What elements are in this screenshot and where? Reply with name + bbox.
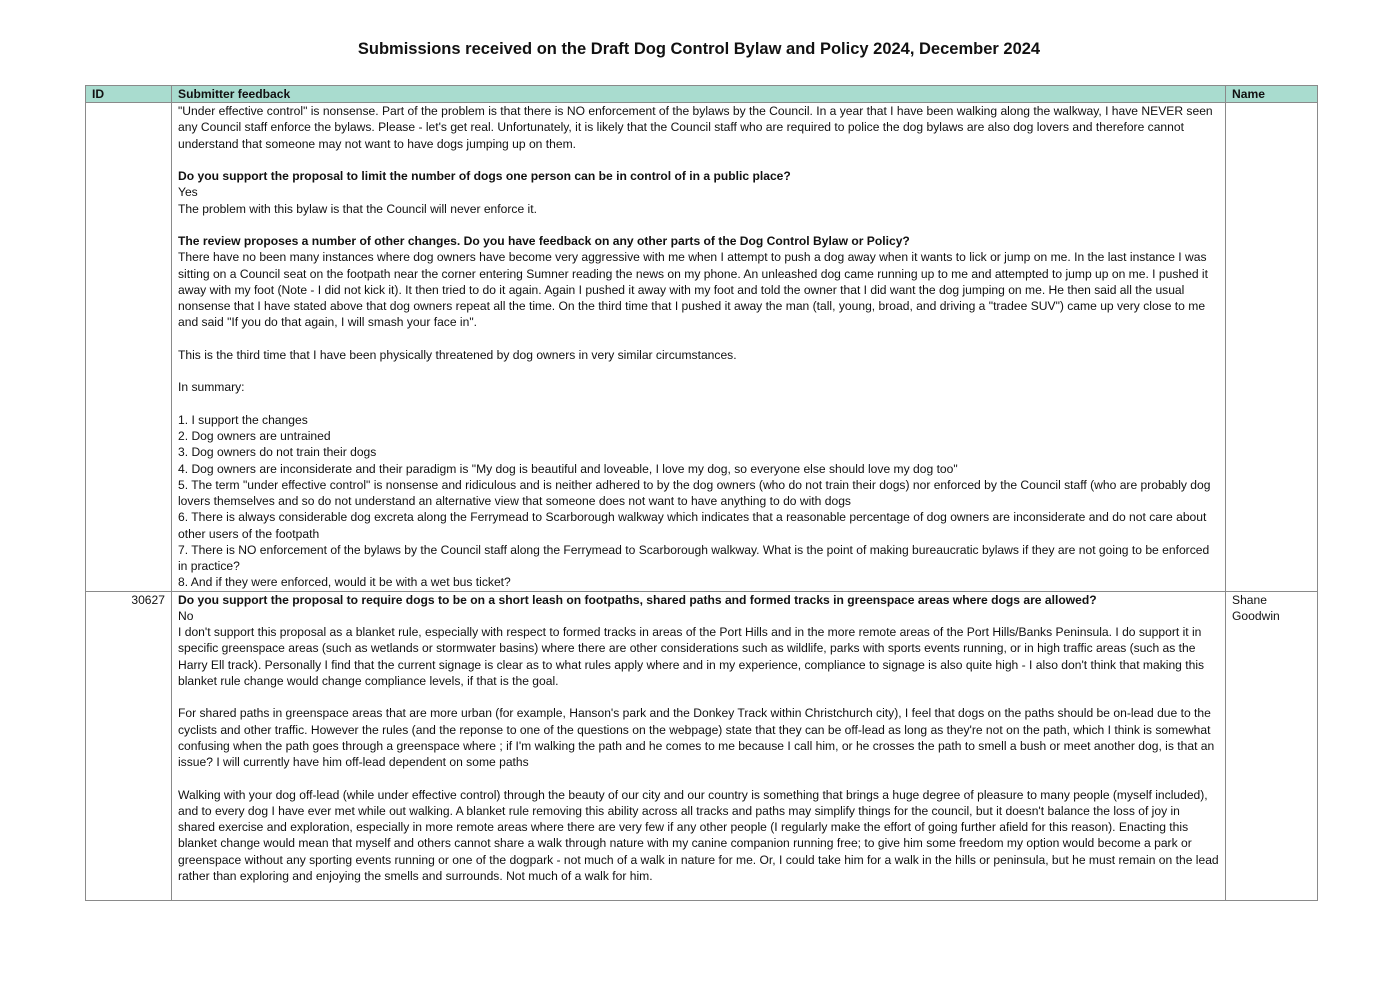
answer-text: No <box>178 608 194 623</box>
submitter-feedback <box>172 103 1226 592</box>
summary-item: 7. There is NO enforcement of the bylaws by the Council staff along the Ferrymead to Scarborough walkway. What is the point of making bureaucratic bylaws if they are not going to be enforced in practice? <box>178 542 1210 573</box>
column-header-id: ID <box>86 86 172 103</box>
submitter-feedback <box>172 591 1226 900</box>
question-text: Do you support the proposal to limit the number of dogs one person can be in control of in a public place? <box>178 169 791 183</box>
table-row <box>86 103 1318 592</box>
summary-item: 1. I support the changes <box>178 412 308 427</box>
summary-item: 5. The term "under effective control" is nonsense and ridiculous and is neither adhered to by the dog owners (who do not train their dogs) nor enforced by the Council staff (who are probably dog lovers themselves and so do not understand an alternative view that someone does not want to have anything to do with dogs <box>178 477 1211 508</box>
column-header-name: Name <box>1226 86 1318 103</box>
question-text: The review proposes a number of other changes. Do you have feedback on any other parts of the Dog Control Bylaw or Policy? <box>178 234 910 248</box>
feedback-paragraph: Walking with your dog off-lead (while under effective control) through the beauty of our city and our country is something that brings a huge degree of pleasure to many people (myself included), and to every dog I have ever met while out walking. A blanket rule removing this ability across all tracks and paths may simplify things for the council, but it doesn't balance the loss of joy in shared exercise and exploration, especially in more remote areas where there are very few if any other people (I regularly make the effort of going further afield for this reason). Enacting this blanket change would mean that myself and others cannot share a walk through nature with my canine companion running free; to give him some freedom my option would become a park or greenspace without any sporting events running or one of the dogpark - not much of a walk in nature for me. Or, I could take him for a walk in the hills or peninsula, but he must remain on the lead rather than exploring and enjoying the smells and surrounds. Not much of a walk for him. <box>178 787 1219 883</box>
feedback-paragraph: I don't support this proposal as a blanket rule, especially with respect to formed tracks in areas of the Port Hills and in the more remote areas of the Port Hills/Banks Peninsula. I do support it in specific greenspace areas (such as wetlands or stormwater basins) where there are other considerations such as wildlife, parks with sports events running, or in high traffic areas (such as the Harry Ell track). Personally I find that the current signage is clear as to what rules apply where and in my experience, compliance to signage is also quite high - I also don't think that making this blanket rule change would change compliance levels, if that is the goal. <box>178 625 1205 688</box>
column-header-feedback: Submitter feedback <box>172 86 1226 103</box>
summary-item: 4. Dog owners are inconsiderate and their paradigm is "My dog is beautiful and loveable, I love my dog, so everyone else should love my dog too" <box>178 461 958 476</box>
table-row <box>86 591 1318 900</box>
summary-item: 6. There is always considerable dog excreta along the Ferrymead to Scarborough walkway which indicates that a reasonable percentage of dog owners are inconsiderate and do not care about other users of the footpath <box>178 510 1207 541</box>
feedback-paragraph: The problem with this bylaw is that the Council will never enforce it. <box>178 201 537 216</box>
submitter-name <box>1226 103 1318 592</box>
table-header-row <box>86 86 1318 103</box>
summary-item: 8. And if they were enforced, would it be with a wet bus ticket? <box>178 575 511 590</box>
summary-item: 3. Dog owners do not train their dogs <box>178 445 377 460</box>
page-title: Submissions received on the Draft Dog Control Bylaw and Policy 2024, December 2024 <box>357 40 1041 58</box>
submissions-table <box>85 85 1318 901</box>
feedback-paragraph: In summary: <box>178 380 245 395</box>
feedback-paragraph: "Under effective control" is nonsense. Part of the problem is that there is NO enforcement of the bylaws by the Council. In a year that I have been walking along the walkway, I have NEVER seen any Council staff enforce the bylaws. Please - let's get real. Unfortunately, it is likely that the Council staff who are required to police the dog bylaws are also dog lovers and therefore cannot understand that someone may not want to have dogs jumping up on them. <box>178 104 1213 151</box>
feedback-paragraph: There have no been many instances where dog owners have become very aggressive with me when I attempt to push a dog away when it wants to lick or jump on me. In the last instance I was sitting on a Council seat on the footpath near the corner entering Sumner reading the news on my phone. An unleashed dog came running up to me and attempted to jump up on me. I pushed it away with my foot (Note - I did not kick it). It then tried to do it again. Again I pushed it away with my foot and told the owner that I did want the dog jumping on me. He then said all the usual nonsense that I have stated above that dog owners repeat all the time. On the third time that I pushed it away the man (tall, young, broad, and driving a "tradee SUV") came up very close to me and said "If you do that again, I will smash your face in". <box>178 250 1208 330</box>
submission-id <box>86 103 172 592</box>
summary-item: 2. Dog owners are untrained <box>178 429 331 443</box>
feedback-paragraph: This is the third time that I have been physically threatened by dog owners in very similar circumstances. <box>178 347 737 362</box>
feedback-paragraph: For shared paths in greenspace areas that are more urban (for example, Hanson's park and the Donkey Track within Christchurch city), I feel that dogs on the paths should be on-lead due to the cyclists and other traffic. However the rules (and the reponse to one of the questions on the webpage) state that they can be off-lead as long as they're not on the path, which I think is somewhat confusing when the path goes through a greenspace where ; if I'm walking the path and he comes to me because I call him, or he crosses the path to smell a bush or meet another dog, is that an issue? I will currently have him off-lead dependent on some paths <box>178 706 1215 769</box>
submission-id: 30627 <box>86 591 172 900</box>
answer-text: Yes <box>178 185 198 200</box>
question-text: Do you support the proposal to require dogs to be on a short leash on footpaths, shared paths and formed tracks in greenspace areas where dogs are allowed? <box>178 592 1097 607</box>
submitter-name: Shane Goodwin <box>1226 591 1318 900</box>
